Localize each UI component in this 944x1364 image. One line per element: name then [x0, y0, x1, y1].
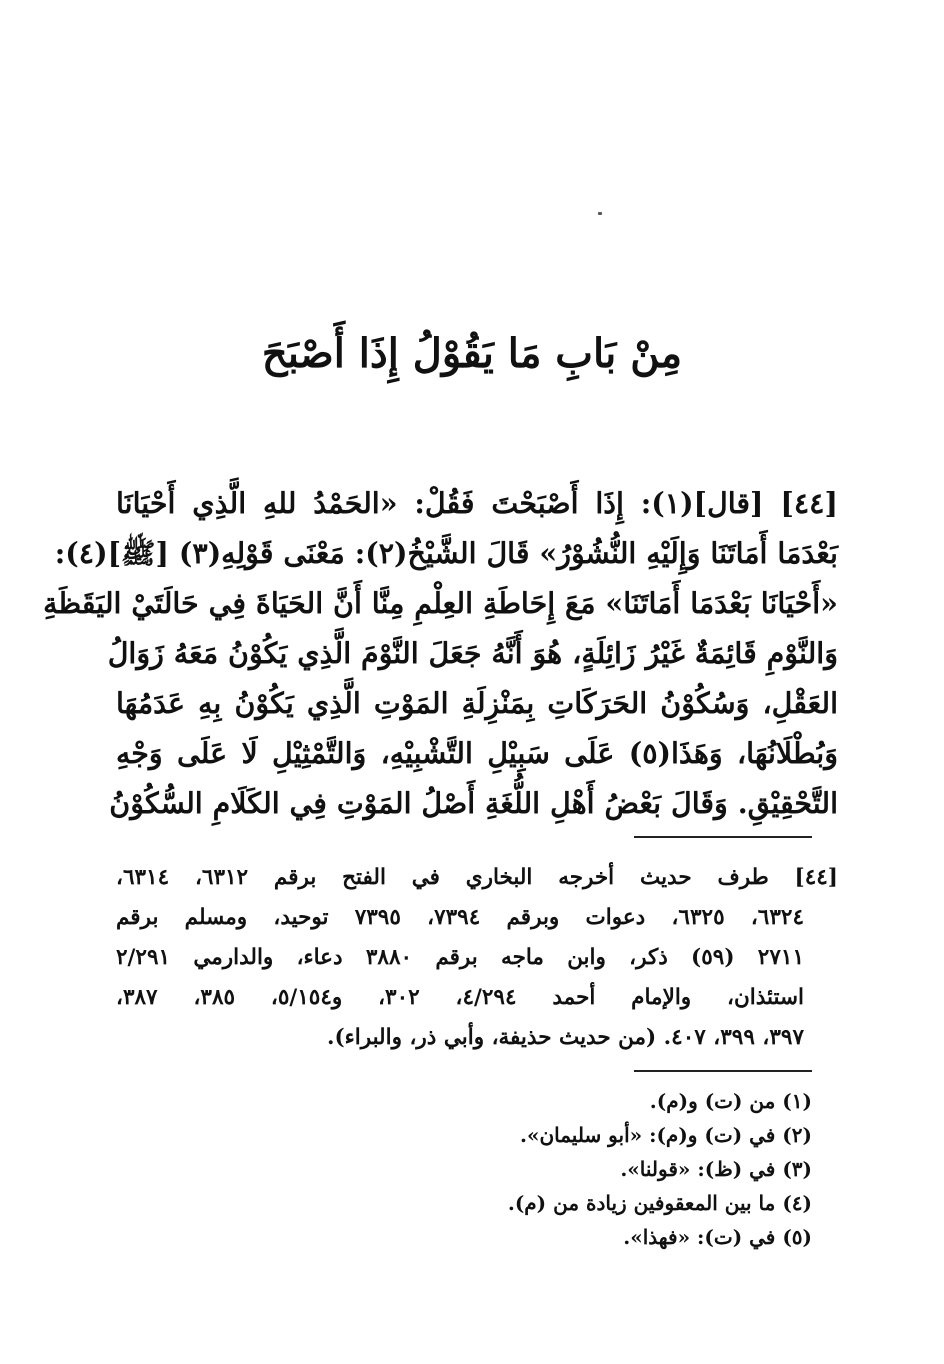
takhrij-line: ٦٣٢٤، ٦٣٢٥، دعوات وبرقم ٧٣٩٤، ٧٣٩٥ توحيد، ومسلم برقم — [116, 905, 804, 930]
separator-rule — [634, 836, 812, 838]
main-text-line: العَقْلِ، وَسُكُوْنُ الحَرَكَاتِ بِمَنْزِلَةِ المَوْتِ الَّذِي يَكُوْنُ بِهِ عَدَمُهَا — [116, 686, 838, 720]
footnote-item: (٣) في (ظ): «قولنا». — [620, 1157, 812, 1181]
takhrij-line: استئذان، والإمام أحمد ٤/٢٩٤، ٣٠٢، و٥/١٥٤، ٣٨٥، ٣٨٧، — [116, 985, 804, 1010]
footnote-item: (٥) في (ت): «فهذا». — [623, 1225, 812, 1249]
main-text-line: [٤٤] [قال](١): إِذَا أَصْبَحْتَ فَقُلْ: «الحَمْدُ للهِ الَّذِي أَحْيَانَا — [116, 486, 838, 520]
main-text — [43, 478, 838, 828]
footnote-separator-rule — [634, 1070, 812, 1072]
main-text-line: بَعْدَمَا أَمَاتَنَا وَإِلَيْهِ النُّشُوْرُ» قَالَ الشَّيْخُ(٢): مَعْنَى قَوْلِهِ(٣) [ﷺ](٤): — [54, 536, 838, 570]
footnote-item: (٢) في (ت) و(م): «أبو سليمان». — [519, 1123, 812, 1147]
scan-speck — [598, 212, 602, 215]
takhrij-line: [٤٤] طرف حديث أخرجه البخاري في الفتح برقم ٦٣١٢، ٦٣١٤، — [116, 865, 838, 890]
main-text-line: وَالنَّوْمِ قَائِمَةٌ غَيْرُ زَائِلَةٍ، هُوَ أَنَّهُ جَعَلَ النَّوْمَ الَّذِي يَكُوْنُ مَعَهُ زَوَالُ — [107, 636, 838, 670]
footnote-item: (٤) ما بين المعقوفين زيادة من (م). — [507, 1191, 812, 1215]
chapter-title: مِنْ بَابِ مَا يَقُوْلُ إِذَا أَصْبَحَ — [261, 330, 683, 377]
takhrij-line: ٢٧١١ (٥٩) ذكر، وابن ماجه برقم ٣٨٨٠ دعاء، والدارمي ٢/٢٩١ — [116, 945, 804, 970]
main-text-line: التَّحْقِيْقِ. وَقَالَ بَعْضُ أَهْلِ اللُّغَةِ أَصْلُ المَوْتِ فِي الكَلَامِ السُّكُوْنُ — [109, 786, 838, 820]
footnotes — [172, 1084, 812, 1254]
main-text-line: «أَحْيَانَا بَعْدَمَا أَمَاتَنَا» مَعَ إِحَاطَةِ العِلْمِ مِنَّا أَنَّ الحَيَاةَ فِي حَالَتَيْ اليَقَظَةِ — [43, 586, 838, 620]
main-text-line: وَبُطْلَانُهَا، وَهَذَا(٥) عَلَى سَبِيْلِ التَّشْبِيْهِ، وَالتَّمْثِيْلِ لَا عَلَى وَجْهِ — [116, 736, 838, 770]
footnote-item: (١) من (ت) و(م). — [649, 1089, 812, 1113]
takhrij-line: ٣٩٧، ٣٩٩، ٤٠٧. (من حديث حذيفة، وأبي ذر، والبراء). — [326, 1025, 804, 1050]
takhrij-note — [116, 858, 838, 1058]
